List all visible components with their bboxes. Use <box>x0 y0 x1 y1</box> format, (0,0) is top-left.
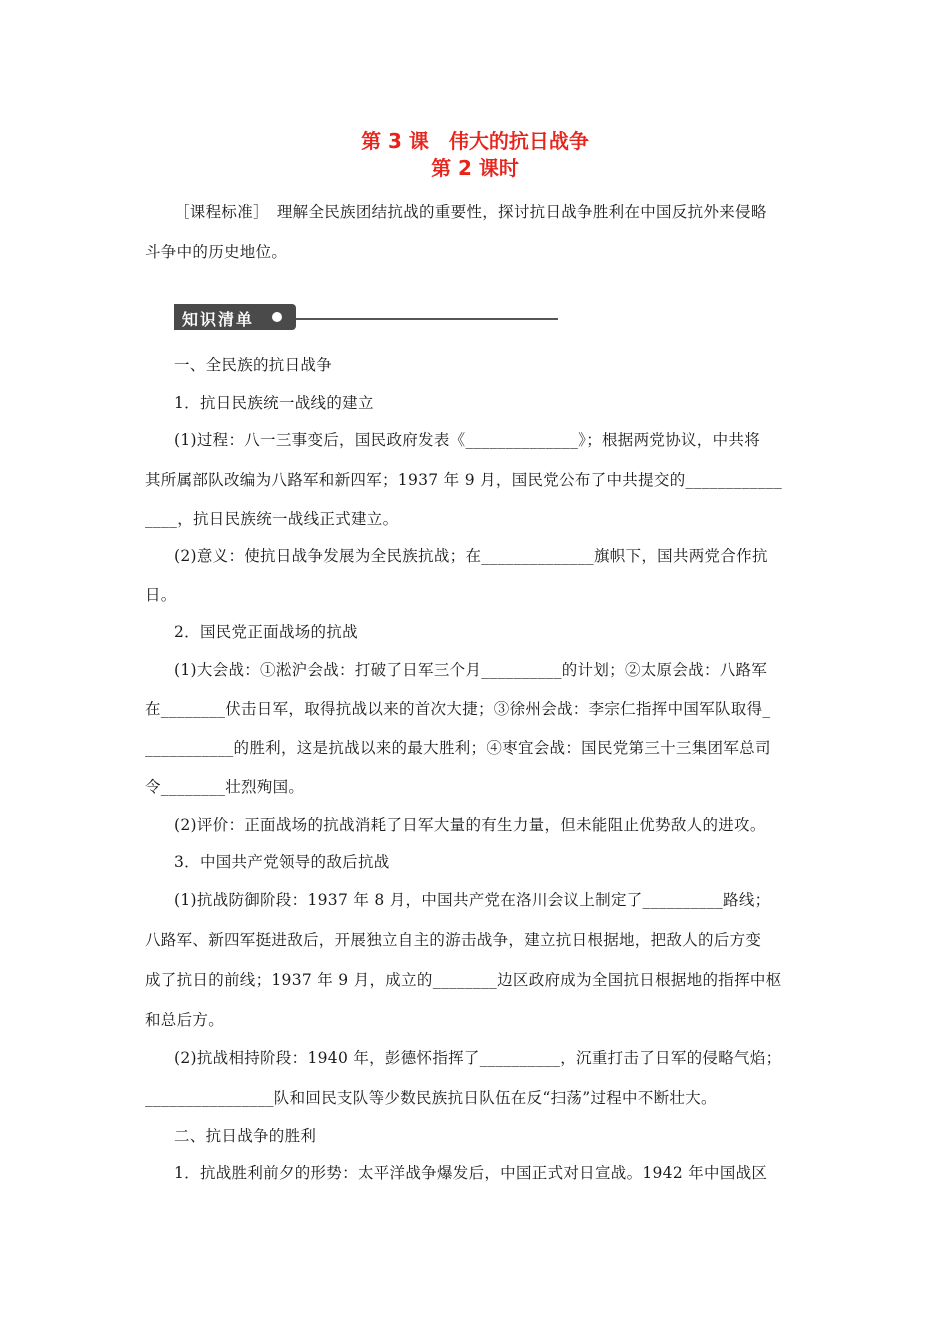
paragraph-line: 1．抗战胜利前夕的形势：太平洋战争爆发后，中国正式对日宣战。1942 年中国战区 <box>174 1164 768 1182</box>
lesson-subtitle: 第 2 课时 <box>431 156 519 180</box>
paragraph-line: 其所属部队改编为八路军和新四军；1937 年 9 月，国民党公布了中共提交的____________ <box>145 471 783 489</box>
banner-rule <box>296 318 558 320</box>
subheading-1-1: 1．抗日民族统一战线的建立 <box>174 394 374 412</box>
banner-badge <box>174 304 296 330</box>
paragraph-line: 日。 <box>145 586 177 604</box>
paragraph-line: (1)大会战：①淞沪会战：打破了日军三个月__________的计划；②太原会战：八路军 <box>174 661 768 679</box>
lesson-title: 第 3 课 伟大的抗日战争 <box>361 129 589 153</box>
subheading-1-3: 3．中国共产党领导的敌后抗战 <box>174 853 390 871</box>
paragraph-line: (2)抗战相持阶段：1940 年，彭德怀指挥了__________，沉重打击了日军的侵略气焰； <box>174 1049 782 1067</box>
paragraph-line: ________________队和回民支队等少数民族抗日队伍在反“扫荡”过程中不断壮大。 <box>145 1089 717 1107</box>
subheading-1-2: 2．国民党正面战场的抗战 <box>174 623 358 641</box>
paragraph-line: 在________伏击日军，取得抗战以来的首次大捷；③徐州会战：李宗仁指挥中国军队取得_ <box>145 700 771 718</box>
paragraph-line: 和总后方。 <box>145 1011 225 1029</box>
paragraph-line: ____，抗日民族统一战线正式建立。 <box>145 510 399 528</box>
curriculum-standard-line-1: ［课程标准］ 理解全民族团结抗战的重要性，探讨抗日战争胜利在中国反抗外来侵略 <box>174 203 767 221</box>
paragraph-line: (1)抗战防御阶段：1937 年 8 月，中国共产党在洛川会议上制定了__________路线； <box>174 891 771 909</box>
paragraph-line: (2)意义：使抗日战争发展为全民族抗战；在______________旗帜下，国共两党合作抗 <box>174 547 768 565</box>
paragraph-line: ___________的胜利，这是抗战以来的最大胜利；④枣宜会战：国民党第三十三集团军总司 <box>145 739 771 757</box>
paragraph-line: (1)过程：八一三事变后，国民政府发表《______________》；根据两党协议，中共将 <box>174 431 761 449</box>
paragraph-line: 成了抗日的前线；1937 年 9 月，成立的________边区政府成为全国抗日根据地的指挥中枢 <box>145 971 782 989</box>
section-heading-2: 二、抗日战争的胜利 <box>174 1127 317 1145</box>
section-heading-1: 一、全民族的抗日战争 <box>174 356 333 374</box>
paragraph-line: 令________壮烈殉国。 <box>145 778 305 796</box>
paragraph-line: 八路军、新四军挺进敌后，开展独立自主的游击战争，建立抗日根据地，把敌人的后方变 <box>145 931 762 949</box>
bullet-dot-icon <box>272 312 282 322</box>
paragraph-line: (2)评价：正面战场的抗战消耗了日军大量的有生力量，但未能阻止优势敌人的进攻。 <box>174 816 766 834</box>
banner-label: 知识清单 <box>182 310 255 329</box>
knowledge-list-banner <box>174 304 558 330</box>
curriculum-standard-line-2: 斗争中的历史地位。 <box>145 243 288 261</box>
